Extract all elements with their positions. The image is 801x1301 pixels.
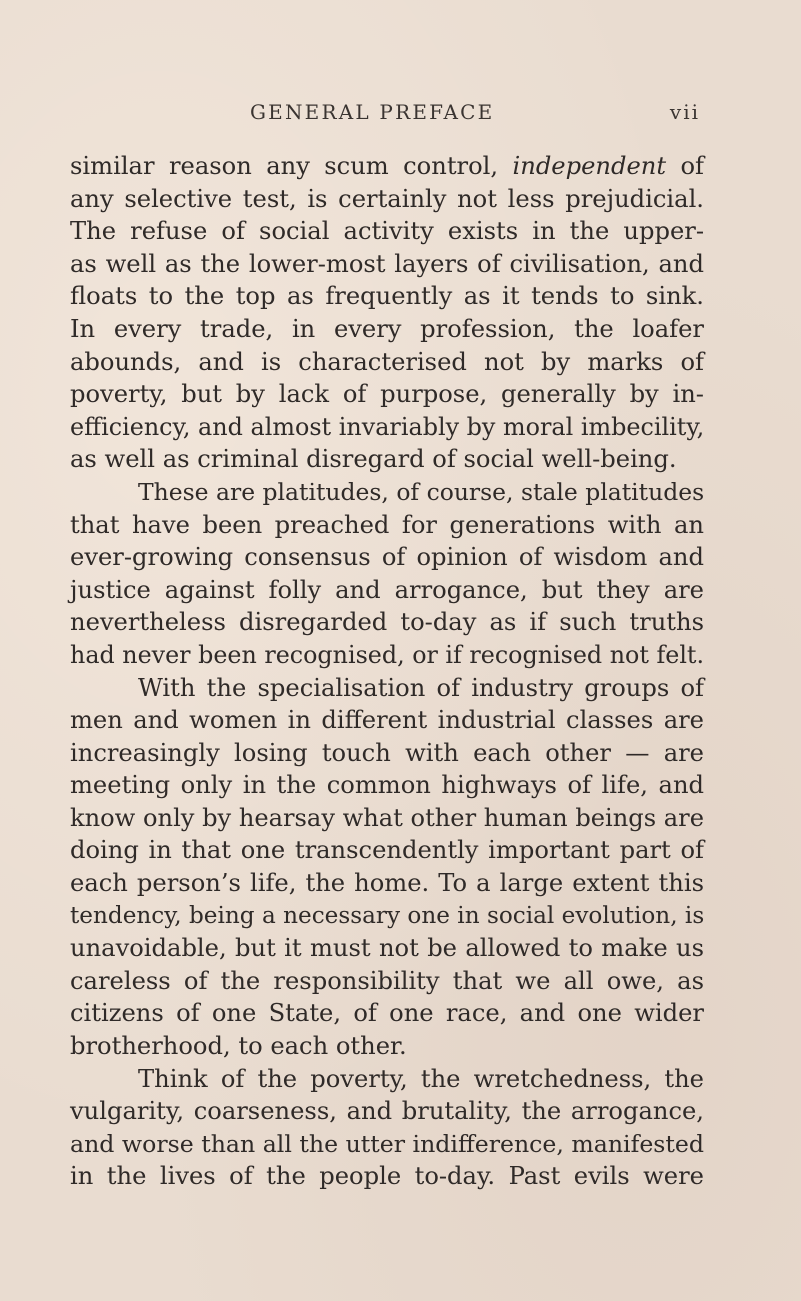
text-line: similar reason any scum control, independent of — [70, 152, 705, 180]
text-line: tendency, being a necessary one in social evolution, is — [70, 902, 705, 929]
text-line: careless of the responsibility that we all owe, as — [70, 966, 704, 995]
text-line: In every trade, in every profession, the loafer — [70, 314, 704, 343]
text-line: any selective test, is certainly not less prejudicial. — [70, 184, 704, 213]
text-line: vulgarity, coarseness, and brutality, the arrogance, — [70, 1097, 704, 1126]
text-line: that have been preached for generations with an — [70, 510, 704, 539]
text-line: nevertheless disregarded to-day as if such truths — [70, 608, 704, 637]
paragraph-start-line: With the specialisation of industry groups of — [138, 673, 704, 702]
text-line: as well as the lower-most layers of civilisation, and — [70, 249, 704, 278]
text-line: The refuse of social activity exists in the upper- — [70, 217, 704, 246]
paragraph-start-line: Think of the poverty, the wretchedness, the — [138, 1064, 704, 1093]
text-line: in the lives of the people to-day. Past evils were — [70, 1162, 704, 1191]
text-line: abounds, and is characterised not by marks of — [70, 347, 704, 376]
text-line: and worse than all the utter indifference, manifested — [70, 1129, 704, 1158]
text-line: floats to the top as frequently as it tends to sink. — [70, 282, 704, 311]
italic-emphasis: independent — [512, 152, 667, 180]
text-line: brotherhood, to each other. — [70, 1032, 407, 1061]
text-line: had never been recognised, or if recognised not felt. — [70, 640, 705, 669]
text-line: poverty, but by lack of purpose, generally by in- — [70, 380, 704, 409]
text-line: unavoidable, but it must not be allowed to make us — [70, 934, 704, 963]
text-line: meeting only in the common highways of life, and — [70, 771, 704, 800]
text-line: increasingly losing touch with each other — are — [70, 738, 704, 767]
body-text — [70, 150, 704, 1193]
running-head — [250, 100, 700, 132]
text-line: doing in that one transcendently important part of — [70, 836, 704, 865]
running-title: GENERAL PREFACE — [250, 100, 495, 124]
text-line: as well as criminal disregard of social well-being. — [70, 445, 677, 474]
page-number: vii — [669, 100, 700, 124]
text-line: justice against folly and arrogance, but they are — [70, 575, 704, 604]
text-line: men and women in different industrial classes are — [70, 706, 704, 735]
text-line: ever-growing consensus of opinion of wisdom and — [70, 543, 704, 572]
text-line: each person’s life, the home. To a large extent this — [70, 869, 704, 898]
text-line: citizens of one State, of one race, and one wider — [70, 999, 704, 1028]
paragraph-start-line: These are platitudes, of course, stale platitudes — [138, 477, 705, 506]
text-line: know only by hearsay what other human beings are — [70, 803, 704, 832]
text-line: efficiency, and almost invariably by moral imbecility, — [70, 412, 705, 441]
